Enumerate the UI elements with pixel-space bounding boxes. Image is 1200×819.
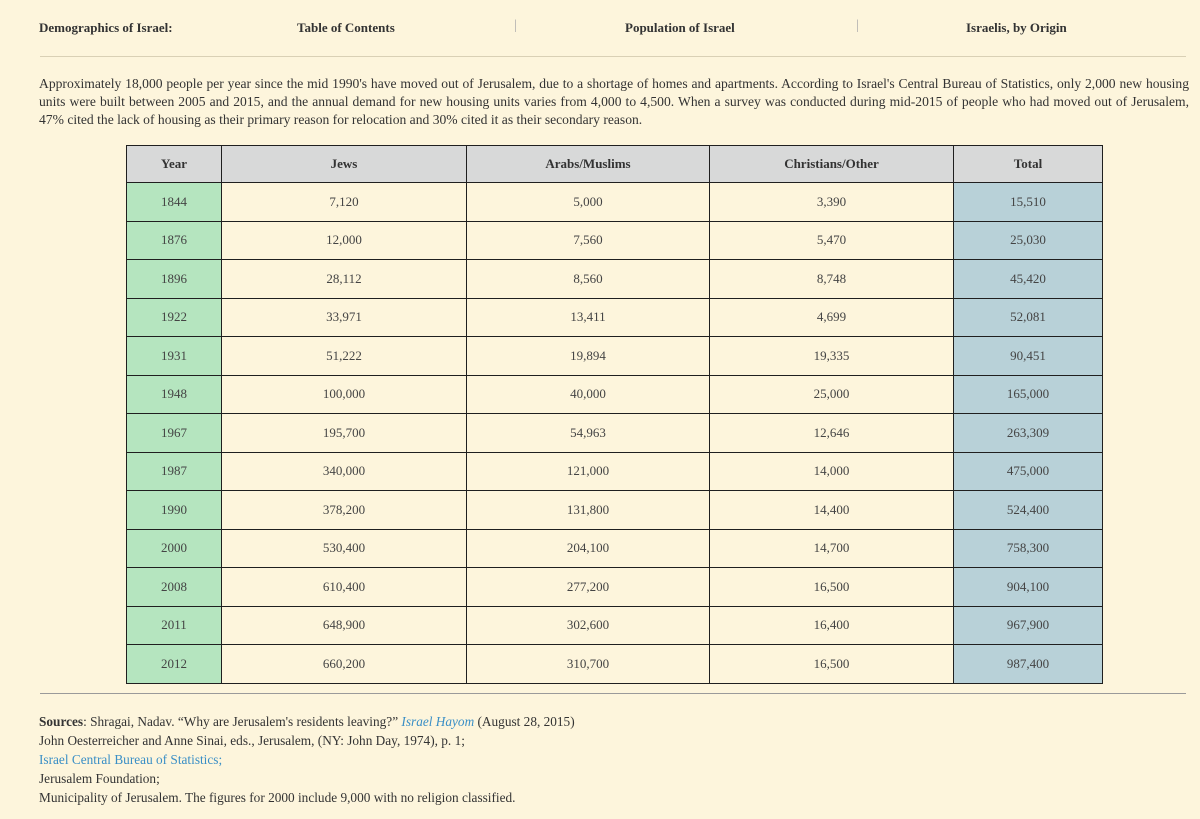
source-line: John Oesterreicher and Anne Sinai, eds., Jerusalem, (NY: John Day, 1974), p. 1; [39, 733, 465, 748]
cell-arabs-muslims: 7,560 [467, 221, 710, 260]
intro-paragraph: Approximately 18,000 people per year since the mid 1990's have moved out of Jerusalem, due to a shortage of homes and apartments. According to Israel's Central Bureau of Statistics, only 2,000 new housing units were built between 2005 and 2015, and the annual demand for new housing units varies from 4,000 to 4,500. When a survey was conducted during mid-2015 of people who had moved out of Jerusalem, 47% cited the lack of housing as their primary reason for relocation and 30% cited it as their secondary reason. [39, 76, 1189, 127]
cell-total: 45,420 [954, 260, 1103, 299]
cell-christians-other: 8,748 [710, 260, 954, 299]
cell-total: 52,081 [954, 298, 1103, 337]
table-row [127, 414, 1103, 453]
cell-total: 165,000 [954, 375, 1103, 414]
cell-christians-other: 16,400 [710, 606, 954, 645]
table-row [127, 298, 1103, 337]
cell-total: 90,451 [954, 337, 1103, 376]
table-row [127, 645, 1103, 684]
cell-year: 1844 [127, 183, 222, 222]
source-line [39, 712, 575, 731]
cell-arabs-muslims: 310,700 [467, 645, 710, 684]
cell-total: 524,400 [954, 491, 1103, 530]
cell-year: 2011 [127, 606, 222, 645]
nav-separator: | [514, 18, 517, 33]
table-row [127, 337, 1103, 376]
cell-jews: 660,200 [222, 645, 467, 684]
cell-jews: 648,900 [222, 606, 467, 645]
cell-arabs-muslims: 8,560 [467, 260, 710, 299]
cell-year: 1967 [127, 414, 222, 453]
nav-link-table-of-contents[interactable]: Table of Contents [297, 20, 395, 35]
table-row [127, 606, 1103, 645]
table-row [127, 375, 1103, 414]
divider [40, 56, 1186, 57]
column-header-christians-other: Christians/Other [710, 146, 954, 183]
cell-total: 987,400 [954, 645, 1103, 684]
cell-christians-other: 25,000 [710, 375, 954, 414]
cell-arabs-muslims: 54,963 [467, 414, 710, 453]
source-line: Municipality of Jerusalem. The figures for 2000 include 9,000 with no religion classified. [39, 790, 516, 805]
nav-separator: | [856, 18, 859, 33]
cell-year: 1948 [127, 375, 222, 414]
top-navigation [0, 0, 1200, 56]
column-header-arabs-muslims: Arabs/Muslims [467, 146, 710, 183]
table-row [127, 452, 1103, 491]
source-link-central-bureau-of-statistics[interactable]: Israel Central Bureau of Statistics; [39, 752, 223, 767]
cell-jews: 340,000 [222, 452, 467, 491]
cell-total: 904,100 [954, 568, 1103, 607]
cell-arabs-muslims: 13,411 [467, 298, 710, 337]
source-text: : Shragai, Nadav. “Why are Jerusalem's residents leaving?” [83, 714, 402, 729]
cell-total: 967,900 [954, 606, 1103, 645]
population-table [126, 145, 1103, 684]
cell-total: 15,510 [954, 183, 1103, 222]
table-row [127, 221, 1103, 260]
sources-section [39, 712, 575, 807]
cell-christians-other: 12,646 [710, 414, 954, 453]
column-header-jews: Jews [222, 146, 467, 183]
cell-arabs-muslims: 277,200 [467, 568, 710, 607]
cell-year: 2000 [127, 529, 222, 568]
cell-christians-other: 19,335 [710, 337, 954, 376]
nav-link-population-of-israel[interactable]: Population of Israel [625, 20, 735, 35]
cell-christians-other: 4,699 [710, 298, 954, 337]
sources-label: Sources [39, 714, 84, 729]
cell-year: 1990 [127, 491, 222, 530]
cell-arabs-muslims: 19,894 [467, 337, 710, 376]
cell-jews: 51,222 [222, 337, 467, 376]
table-row [127, 260, 1103, 299]
source-link-israel-hayom[interactable]: Israel Hayom [401, 714, 475, 729]
cell-arabs-muslims: 302,600 [467, 606, 710, 645]
table-row [127, 529, 1103, 568]
cell-jews: 12,000 [222, 221, 467, 260]
cell-total: 758,300 [954, 529, 1103, 568]
cell-jews: 100,000 [222, 375, 467, 414]
cell-year: 1896 [127, 260, 222, 299]
cell-year: 1931 [127, 337, 222, 376]
cell-jews: 378,200 [222, 491, 467, 530]
cell-christians-other: 14,700 [710, 529, 954, 568]
nav-title: Demographics of Israel: [39, 20, 173, 35]
cell-year: 2008 [127, 568, 222, 607]
cell-christians-other: 3,390 [710, 183, 954, 222]
cell-total: 475,000 [954, 452, 1103, 491]
divider [40, 693, 1186, 694]
source-text: (August 28, 2015) [474, 714, 575, 729]
cell-year: 1922 [127, 298, 222, 337]
cell-christians-other: 5,470 [710, 221, 954, 260]
table-row [127, 183, 1103, 222]
cell-christians-other: 16,500 [710, 568, 954, 607]
source-line: Jerusalem Foundation; [39, 771, 160, 786]
cell-year: 1987 [127, 452, 222, 491]
column-header-total: Total [954, 146, 1103, 183]
cell-christians-other: 16,500 [710, 645, 954, 684]
cell-christians-other: 14,400 [710, 491, 954, 530]
cell-arabs-muslims: 121,000 [467, 452, 710, 491]
cell-arabs-muslims: 204,100 [467, 529, 710, 568]
column-header-year: Year [127, 146, 222, 183]
cell-jews: 28,112 [222, 260, 467, 299]
cell-total: 25,030 [954, 221, 1103, 260]
nav-link-israelis-by-origin[interactable]: Israelis, by Origin [966, 20, 1067, 35]
cell-arabs-muslims: 40,000 [467, 375, 710, 414]
cell-jews: 7,120 [222, 183, 467, 222]
table-body [127, 183, 1103, 684]
cell-christians-other: 14,000 [710, 452, 954, 491]
cell-jews: 530,400 [222, 529, 467, 568]
table-header-row [127, 146, 1103, 183]
cell-year: 2012 [127, 645, 222, 684]
cell-total: 263,309 [954, 414, 1103, 453]
cell-jews: 195,700 [222, 414, 467, 453]
table-row [127, 568, 1103, 607]
cell-arabs-muslims: 5,000 [467, 183, 710, 222]
cell-jews: 610,400 [222, 568, 467, 607]
cell-arabs-muslims: 131,800 [467, 491, 710, 530]
table-row [127, 491, 1103, 530]
cell-year: 1876 [127, 221, 222, 260]
cell-jews: 33,971 [222, 298, 467, 337]
